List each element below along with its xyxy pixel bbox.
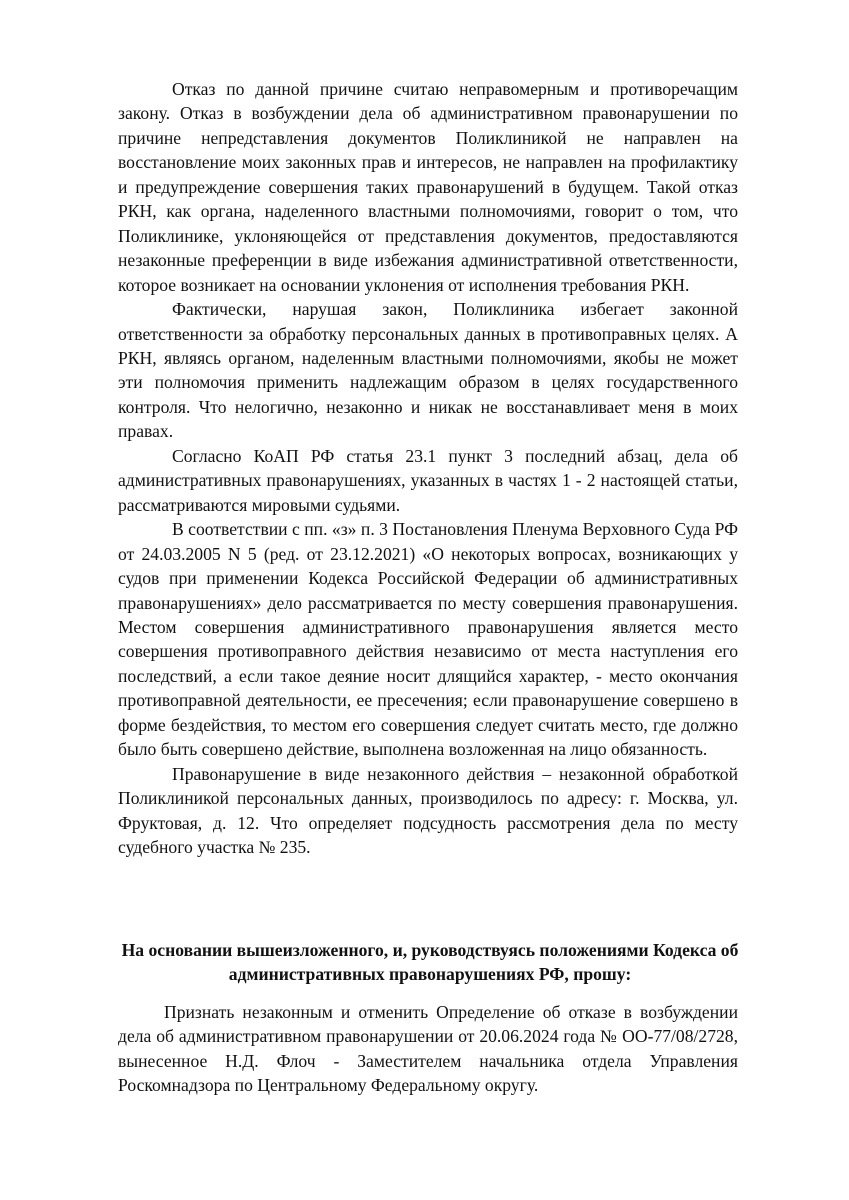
paragraph-clinic-evades-liability: Фактически, нарушая закон, Поликлиника избегает законной ответственности за обработку персональных данных в противоправных целях. А РКН, являясь органом, наделенным властными полномочиями, якобы не может эти полномочия применить надлежащим образом в целях государственного контроля. Что нелогично, незаконно и никак не восстанавливает меня в моих правах.	[118, 299, 738, 442]
request-heading: На основании вышеизложенного, и, руководствуясь положениями Кодекса об административных правонарушениях РФ, прошу:	[121, 940, 739, 985]
paragraph-koap-article: Согласно КоАП РФ статья 23.1 пункт 3 последний абзац, дела об административных правонарушениях, указанных в частях 1 - 2 настоящей статьи, рассматриваются мировыми судьями.	[118, 445, 738, 515]
paragraph-jurisdiction: Правонарушение в виде незаконного действия – незаконной обработкой Поликлиникой персональных данных, производилось по адресу: г. Москва, ул. Фруктовая, д. 12. Что определяет подсудность рассмотрения дела по месту судебного участка № 235.	[118, 763, 738, 858]
paragraph-refusal-unlawful: Отказ по данной причине считаю неправомерным и противоречащим закону. Отказ в возбуждении дела об административном правонарушении по причине непредставления документов Поликлиникой не направлен на восстановление моих законных прав и интересов, не направлен на профилактику и предупреждение совершения таких правонарушений в будущем. Такой отказ РКН, как органа, наделенного властными полномочиями, говорит о том, что Поликлинике, уклоняющейся от представления документов, предоставляются незаконные преференции в виде избежания административной ответственности, которое возникает на основании уклонения от исполнения требования РКН.	[118, 79, 738, 295]
paragraph-supreme-court-resolution: В соответствии с пп. «з» п. 3 Постановления Пленума Верховного Суда РФ от 24.03.2005 N 5 (ред. от 23.12.2021) «О некоторых вопросах, возникающих у судов при применении Кодекса Российской Федерации об административных правонарушениях» дело рассматривается по месту совершения правонарушения. Местом совершения административного правонарушения является место совершения противоправного действия независимо от места наступления его последствий, а если такое деяние носит длящийся характер, - место окончания противоправной деятельности, ее пресечения; если правонарушение совершено в форме бездействия, то местом его совершения следует считать место, где должно было быть совершено действие, выполнена возложенная на лицо обязанность.	[118, 519, 738, 760]
document-body	[118, 77, 738, 860]
request-paragraph: Признать незаконным и отменить Определение об отказе в возбуждении дела об административном правонарушении от 20.06.2024 года № ОО-77/08/2728, вынесенное Н.Д. Флоч - Заместителем начальника отдела Управления Роскомнадзора по Центральному Федеральному округу.	[118, 1002, 738, 1096]
